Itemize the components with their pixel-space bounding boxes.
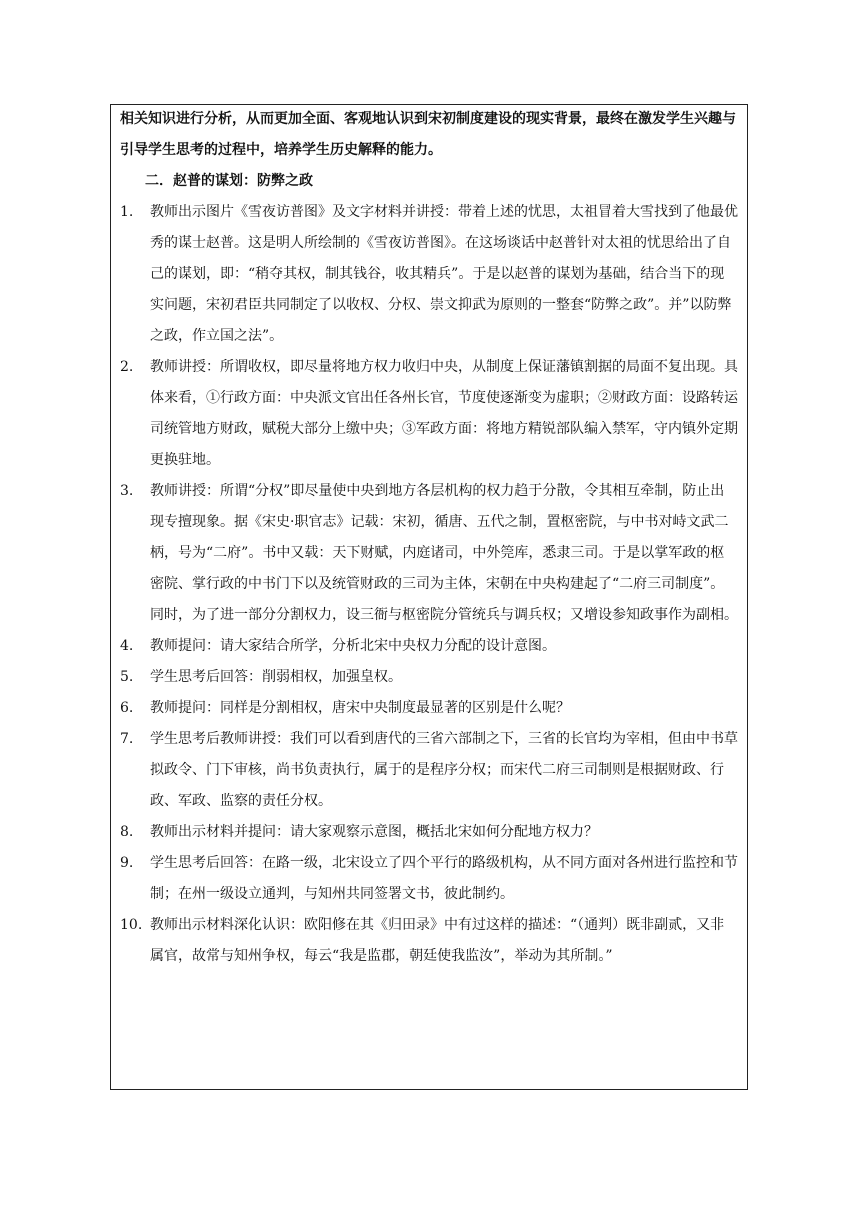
list-item — [110, 693, 748, 724]
item-text: 学生思考后教师讲授：我们可以看到唐代的三省六部制之下，三省的长官均为宰相，但由中书草拟政令、门下审核，尚书负责执行，属于的是程序分权；而宋代二府三司制则是根据财政、行政、军政、监察的责任分权。 — [150, 731, 738, 809]
list-item — [110, 724, 748, 817]
item-text: 教师讲授：所谓“分权”即尽量使中央到地方各层机构的权力趋于分散，令其相互牵制，防止出现专擅现象。据《宋史·职官志》记载：宋初，循唐、五代之制，置枢密院，与中书对峙文武二柄，号为“二府”。书中又载：天下财赋，内庭诸司，中外筦库，悉隶三司。于是以掌军政的枢密院、掌行政的中书门下以及统管财政的三司为主体，宋朝在中央构建起了“二府三司制度”。同时，为了进一部分分割权力，设三衙与枢密院分管统兵与调兵权；又增设参知政事作为副相。 — [150, 483, 738, 623]
item-text: 教师讲授：所谓收权，即尽量将地方权力收归中央，从制度上保证藩镇割据的局面不复出现。具体来看，①行政方面：中央派文官出任各州长官，节度使逐渐变为虚职；②财政方面：设路转运司统管地方财政，赋税大部分上缴中央；③军政方面：将地方精锐部队编入禁军，守内镇外定期更换驻地。 — [150, 359, 738, 468]
list-item — [110, 476, 748, 631]
item-number: 9. — [120, 855, 134, 871]
item-number: 4. — [120, 638, 134, 654]
list-item — [110, 817, 748, 848]
item-text: 教师出示材料深化认识：欧阳修在其《归田录》中有过这样的描述：“（通判）既非副贰，又非属官，故常与知州争权，每云“我是监郡，朝廷使我监汝”，举动为其所制。” — [150, 917, 725, 964]
list-item — [110, 352, 748, 476]
item-number: 2. — [120, 359, 134, 375]
item-text: 学生思考后回答：在路一级，北宋设立了四个平行的路级机构，从不同方面对各州进行监控和节制；在州一级设立通判，与知州共同签署文书，彼此制约。 — [150, 855, 738, 902]
item-text: 教师提问：请大家结合所学，分析北宋中央权力分配的设计意图。 — [150, 638, 556, 654]
item-number: 5. — [120, 669, 134, 685]
item-number: 8. — [120, 824, 134, 840]
section-heading: 二．赵普的谋划：防弊之政 — [145, 173, 313, 189]
item-number: 7. — [120, 731, 134, 747]
list-item — [110, 848, 748, 910]
list-item — [110, 631, 748, 662]
item-number: 1. — [120, 204, 134, 220]
numbered-list — [110, 197, 748, 972]
item-text: 教师出示图片《雪夜访普图》及文字材料并讲授：带着上述的忧思，太祖冒着大雪找到了他最优秀的谋士赵普。这是明人所绘制的《雪夜访普图》。在这场谈话中赵普针对太祖的忧思给出了自己的谋划，即：“稍夺其权，制其钱谷，收其精兵”。于是以赵普的谋划为基础，结合当下的现实问题，宋初君臣共同制定了以收权、分权、崇文抑武为原则的一整套“防弊之政”。并”以防弊之政，作立国之法”。 — [150, 204, 738, 344]
item-text: 学生思考后回答：削弱相权，加强皇权。 — [150, 669, 402, 685]
intro-paragraph: 相关知识进行分析，从而更加全面、客观地认识到宋初制度建设的现实背景，最终在激发学生兴趣与引导学生思考的过程中，培养学生历史解释的能力。 — [120, 111, 736, 158]
item-number: 6. — [120, 700, 134, 716]
item-text: 教师出示材料并提问：请大家观察示意图，概括北宋如何分配地方权力？ — [150, 824, 598, 840]
item-text: 教师提问：同样是分割相权，唐宋中央制度最显著的区别是什么呢？ — [150, 700, 570, 716]
list-item — [110, 197, 748, 352]
list-item — [110, 910, 748, 972]
item-number: 10. — [120, 917, 143, 933]
list-item — [110, 662, 748, 693]
item-number: 3. — [120, 483, 134, 499]
